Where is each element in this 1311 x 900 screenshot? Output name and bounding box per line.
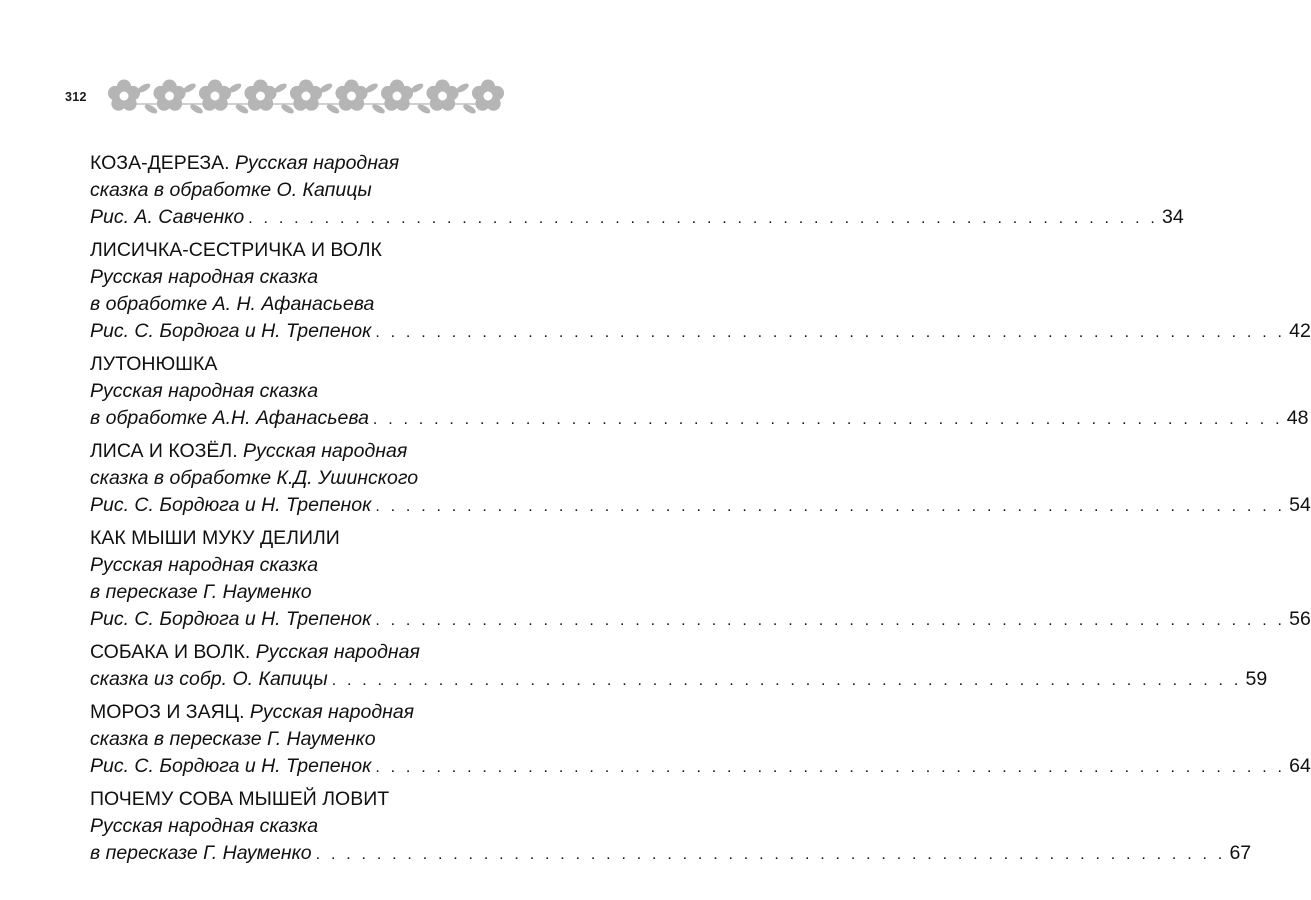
toc-line [90, 378, 499, 405]
toc-line [90, 606, 1311, 633]
toc-entry-subtitle: Русская народная сказка [90, 815, 319, 837]
dot-leader: . . . . . . . . . . . . . . . . . . . . . . . . . . . . . . . . . . . . . . . . . . . . . . . . . . . . . . . . . . . . [248, 210, 1159, 227]
dot-leader: . . . . . . . . . . . . . . . . . . . . . . . . . . . . . . . . . . . . . . . . . . . . . . . . . . . . . . . . . . . . [315, 846, 1226, 863]
toc-page-number: 59 [1245, 668, 1268, 690]
dot-leader: . . . . . . . . . . . . . . . . . . . . . . . . . . . . . . . . . . . . . . . . . . . . . . . . . . . . . . . . . . . . [375, 612, 1286, 629]
table-of-contents [90, 150, 1311, 873]
flower-icon [381, 80, 413, 111]
toc-entry-subtitle: Русская народная сказка [90, 554, 319, 576]
toc-line [90, 237, 499, 264]
toc-entry [90, 639, 1268, 693]
toc-line [90, 579, 499, 606]
toc-line [90, 525, 499, 552]
toc-line [90, 840, 1252, 867]
toc-line [90, 150, 499, 177]
toc-entry-subtitle: Русская народная [229, 152, 400, 174]
flower-icon [153, 80, 185, 111]
toc-entry-subtitle: сказка в обработке О. Капицы [90, 179, 372, 201]
toc-line [90, 204, 1184, 231]
toc-entry-subtitle: в пересказе Г. Науменко [90, 842, 312, 864]
toc-entry-subtitle: Рис. С. Бордюга и Н. Трепенок [90, 608, 372, 630]
toc-entry-subtitle: Русская народная сказка [90, 380, 319, 402]
page-number: 312 [65, 90, 87, 104]
toc-entry-subtitle: Рис. С. Бордюга и Н. Трепенок [90, 755, 372, 777]
toc-line [90, 465, 499, 492]
toc-line [90, 639, 499, 666]
flower-icon [335, 80, 367, 111]
toc-entry-subtitle: в пересказе Г. Науменко [90, 581, 312, 603]
toc-entry-title: СОБАКА И ВОЛК. [90, 641, 251, 663]
dot-leader: . . . . . . . . . . . . . . . . . . . . . . . . . . . . . . . . . . . . . . . . . . . . . . . . . . . . . . . . . . . . [375, 759, 1286, 776]
toc-line [90, 291, 499, 318]
toc-line [90, 318, 1311, 345]
toc-entry-title: КОЗА-ДЕРЕЗА. [90, 152, 230, 174]
toc-entry-subtitle: Русская народная [244, 701, 415, 723]
toc-line [90, 177, 499, 204]
toc-entry-subtitle: Рис. А. Савченко [90, 206, 245, 228]
toc-entry-subtitle: сказка из собр. О. Капицы [90, 668, 328, 690]
toc-entry [90, 438, 1311, 519]
toc-line [90, 405, 1309, 432]
toc-page-number: 64 [1289, 755, 1311, 777]
toc-line [90, 726, 499, 753]
toc-entry-subtitle: сказка в обработке К.Д. Ушинского [90, 467, 419, 489]
toc-entry-title: КАК МЫШИ МУКУ ДЕЛИЛИ [90, 527, 340, 549]
toc-entry-subtitle: Рис. С. Бордюга и Н. Трепенок [90, 320, 372, 342]
toc-entry-title: ЛИСА И КОЗЁЛ. [90, 440, 238, 462]
toc-entry-subtitle: в обработке А. Н. Афанасьева [90, 293, 375, 315]
toc-entry-subtitle: Рис. С. Бордюга и Н. Трепенок [90, 494, 372, 516]
toc-line [90, 492, 1311, 519]
flower-icon [290, 80, 322, 111]
flower-icon [199, 80, 231, 111]
flower-icon [244, 80, 276, 111]
toc-entry-subtitle: в обработке А.Н. Афанасьева [90, 407, 369, 429]
toc-line [90, 552, 499, 579]
toc-page-number: 48 [1286, 407, 1309, 429]
toc-page-number: 56 [1289, 608, 1311, 630]
toc-page-number: 42 [1289, 320, 1311, 342]
toc-line [90, 351, 499, 378]
toc-entry-subtitle: Русская народная сказка [90, 266, 319, 288]
toc-line [90, 438, 499, 465]
toc-entry [90, 786, 1252, 867]
flower-icon [426, 80, 458, 111]
toc-entry-subtitle: Русская народная [237, 440, 408, 462]
dot-leader: . . . . . . . . . . . . . . . . . . . . . . . . . . . . . . . . . . . . . . . . . . . . . . . . . . . . . . . . . . . . [372, 411, 1283, 428]
toc-entry [90, 699, 1311, 780]
toc-line [90, 699, 499, 726]
toc-line [90, 753, 1311, 780]
toc-entry [90, 525, 1311, 633]
toc-entry [90, 351, 1309, 432]
toc-line [90, 264, 499, 291]
toc-entry-subtitle: Русская народная [250, 641, 420, 663]
toc-entry-title: МОРОЗ И ЗАЯЦ. [90, 701, 245, 723]
toc-entry-title: ПОЧЕМУ СОВА МЫШЕЙ ЛОВИТ [90, 788, 390, 810]
toc-line [90, 813, 499, 840]
toc-entry-title: ЛУТОНЮШКА [90, 353, 218, 375]
dot-leader: . . . . . . . . . . . . . . . . . . . . . . . . . . . . . . . . . . . . . . . . . . . . . . . . . . . . . . . . . . . . [331, 672, 1242, 689]
toc-page-number: 67 [1229, 842, 1252, 864]
toc-entry [90, 237, 1311, 345]
dot-leader: . . . . . . . . . . . . . . . . . . . . . . . . . . . . . . . . . . . . . . . . . . . . . . . . . . . . . . . . . . . . [375, 324, 1286, 341]
toc-entry [90, 150, 1184, 231]
dot-leader: . . . . . . . . . . . . . . . . . . . . . . . . . . . . . . . . . . . . . . . . . . . . . . . . . . . . . . . . . . . . [375, 498, 1286, 515]
toc-entry-title: ЛИСИЧКА-СЕСТРИЧКА И ВОЛК [90, 239, 382, 261]
flower-icon [108, 80, 140, 111]
toc-page-number: 34 [1162, 206, 1184, 228]
toc-page-number: 54 [1289, 494, 1311, 516]
floral-ornament-border [108, 78, 504, 116]
toc-line [90, 666, 1268, 693]
flower-icon [472, 80, 504, 111]
toc-entry-subtitle: сказка в пересказе Г. Науменко [90, 728, 376, 750]
toc-line [90, 786, 499, 813]
